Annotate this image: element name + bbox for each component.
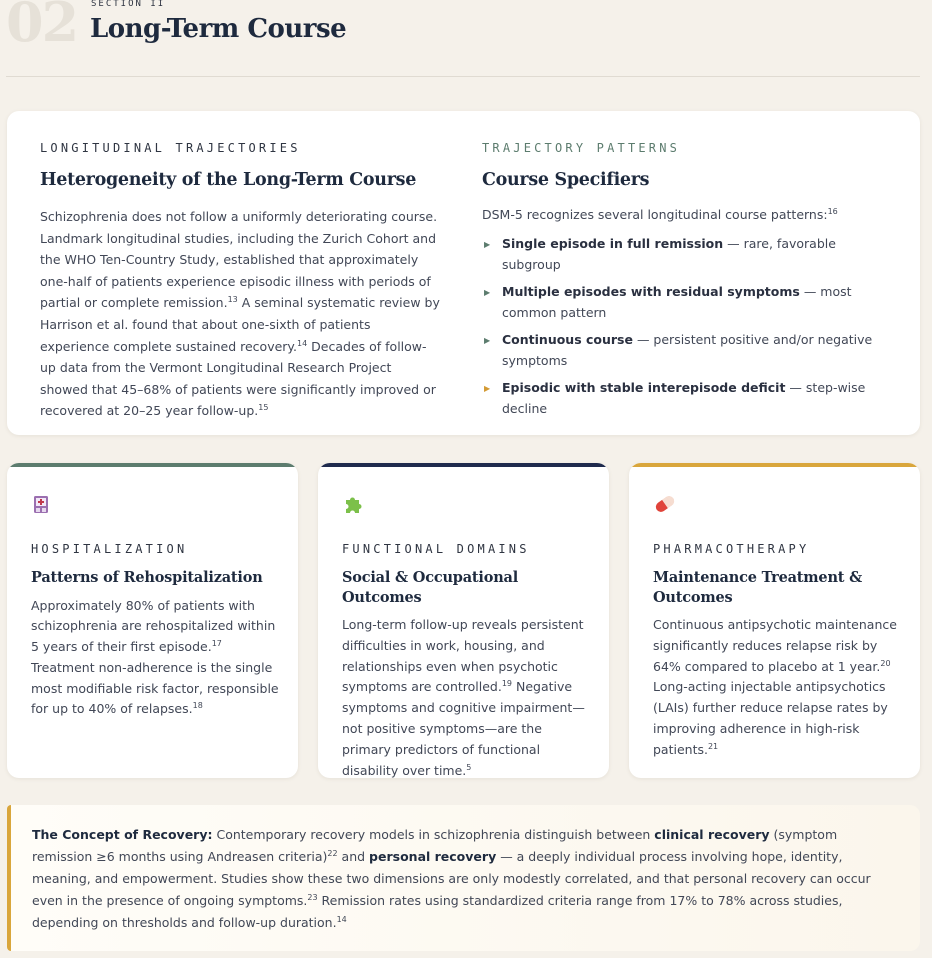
recovery-callout: The Concept of Recovery: Contemporary recovery models in schizophrenia distinguish between clinical recovery (symptom remission ≥6 months using Andreasen criteria)$^{22}$ and personal recovery — a deeply individual process involving hope, identity, meaning, and empowerment. Studies show these two dimensions are only modestly correlated, and that personal recovery can occur even in the presence of ongoing symptoms.$^{23}$ Remission rates using standardized criteria range from 17% to 78% across studies, depending on thresholds and follow-up duration.$^{14}$ bbox=[7, 805, 920, 951]
callout-term: personal recovery bbox=[369, 849, 497, 864]
trajectories-column bbox=[40, 141, 440, 422]
citation[interactable]: 19 bbox=[501, 679, 513, 689]
list-item: ▶ Episodic with stable interepisode deficit — step-wise decline bbox=[484, 380, 866, 416]
list-item: ▶ Single episode in full remission — rare, favorable subgroup bbox=[484, 236, 836, 272]
callout-term: clinical recovery bbox=[654, 827, 770, 842]
trajectories-title: Heterogeneity of the Long-Term Course bbox=[40, 170, 417, 190]
puzzle-icon bbox=[342, 493, 364, 515]
header-divider bbox=[6, 76, 920, 77]
card-eyebrow: FUNCTIONAL DOMAINS bbox=[342, 542, 530, 556]
list-item: ▶ Continuous course — persistent positive and/or negative symptoms bbox=[484, 332, 873, 368]
card-body: Long-term follow-up reveals persistent difficulties in work, housing, and relationships even when psychotic symptoms are controlled.$^{19}$ Negative symptoms and cognitive impairment—not positive symptoms—are the primary predictors of functional disability over time.$^5$ bbox=[342, 617, 585, 778]
triangle-bullet-icon: ▶ bbox=[484, 384, 491, 393]
citation[interactable]: 13 bbox=[227, 295, 238, 305]
section-header bbox=[0, 0, 932, 78]
card-title: Social & Occupational Outcomes bbox=[342, 569, 519, 606]
triangle-bullet-icon: ▶ bbox=[484, 288, 491, 297]
card-title: Patterns of Rehospitalization bbox=[31, 569, 263, 586]
callout-lead: The Concept of Recovery: bbox=[32, 827, 213, 842]
pharmacotherapy-card bbox=[629, 463, 920, 778]
card-eyebrow: PHARMACOTHERAPY bbox=[653, 542, 810, 556]
citation[interactable]: 20 bbox=[880, 658, 891, 668]
citation[interactable]: 17 bbox=[211, 639, 222, 649]
trajectories-eyebrow: LONGITUDINAL TRAJECTORIES bbox=[40, 141, 301, 155]
citation[interactable]: 18 bbox=[192, 701, 203, 711]
card-accent-bar bbox=[629, 463, 920, 467]
trajectories-card bbox=[7, 111, 920, 435]
citation[interactable]: 16 bbox=[827, 207, 838, 216]
functional-domains-card bbox=[318, 463, 609, 778]
card-body: Continuous antipsychotic maintenance significantly reduces relapse risk by 64% compared to placebo at 1 year.$^{20}$ Long-acting injectable antipsychotics (LAIs) further reduce relapse rates by improving adherence in high-risk patients.$^{21}$ bbox=[653, 617, 897, 757]
hospital-icon bbox=[31, 493, 53, 515]
citation[interactable]: 14 bbox=[297, 338, 308, 348]
card-eyebrow: HOSPITALIZATION bbox=[31, 542, 188, 556]
citation[interactable]: 5 bbox=[466, 762, 472, 772]
trajectories-paragraph: Schizophrenia does not follow a uniformly deteriorating course. Landmark longitudinal studies, including the Zurich Cohort and the WHO Ten-Country Study, established that approximately one-half of patients experience episodic illness with periods of partial or complete remission.$^{13}$ A seminal systematic review by Harrison et al. found that about one-sixth of patients experience complete sustained recovery.$^{14}$ Decades of follow-up data from the Vermont Longitudinal Research Project showed that 45–68% of patients were significantly improved or recovered at 20–25 year follow-up.$^{15}$ bbox=[40, 209, 440, 419]
card-body: Approximately 80% of patients with schizophrenia are rehospitalized within 5 years of their first episode.$^{17}$ Treatment non-adherence is the single most modifiable risk factor, responsible for up to 40% of relapses.$^{18}$ bbox=[31, 597, 279, 717]
triangle-bullet-icon: ▶ bbox=[484, 336, 491, 345]
patterns-column bbox=[482, 141, 892, 426]
citation[interactable]: 21 bbox=[707, 741, 719, 751]
list-item: ▶ Multiple episodes with residual symptoms — most common pattern bbox=[484, 284, 852, 320]
citation[interactable]: 22 bbox=[327, 849, 338, 858]
section-number: 02 bbox=[6, 0, 78, 54]
course-specifier-list bbox=[482, 234, 892, 419]
pill-icon bbox=[653, 493, 675, 515]
section-title: Long-Term Course bbox=[90, 14, 347, 44]
card-accent-bar bbox=[7, 463, 298, 467]
patterns-title: Course Specifiers bbox=[482, 170, 650, 190]
citation[interactable]: 23 bbox=[307, 893, 318, 902]
patterns-eyebrow: TRAJECTORY PATTERNS bbox=[482, 141, 681, 155]
section-kicker: SECTION II bbox=[91, 0, 166, 9]
card-title: Maintenance Treatment & Outcomes bbox=[653, 569, 863, 606]
triangle-bullet-icon: ▶ bbox=[484, 240, 491, 249]
citation[interactable]: 14 bbox=[336, 915, 347, 924]
citation[interactable]: 15 bbox=[258, 403, 269, 413]
card-accent-bar bbox=[318, 463, 609, 467]
patterns-intro: DSM-5 recognizes several longitudinal course patterns:$^{16}$ bbox=[482, 207, 838, 222]
hospitalization-card bbox=[7, 463, 298, 778]
